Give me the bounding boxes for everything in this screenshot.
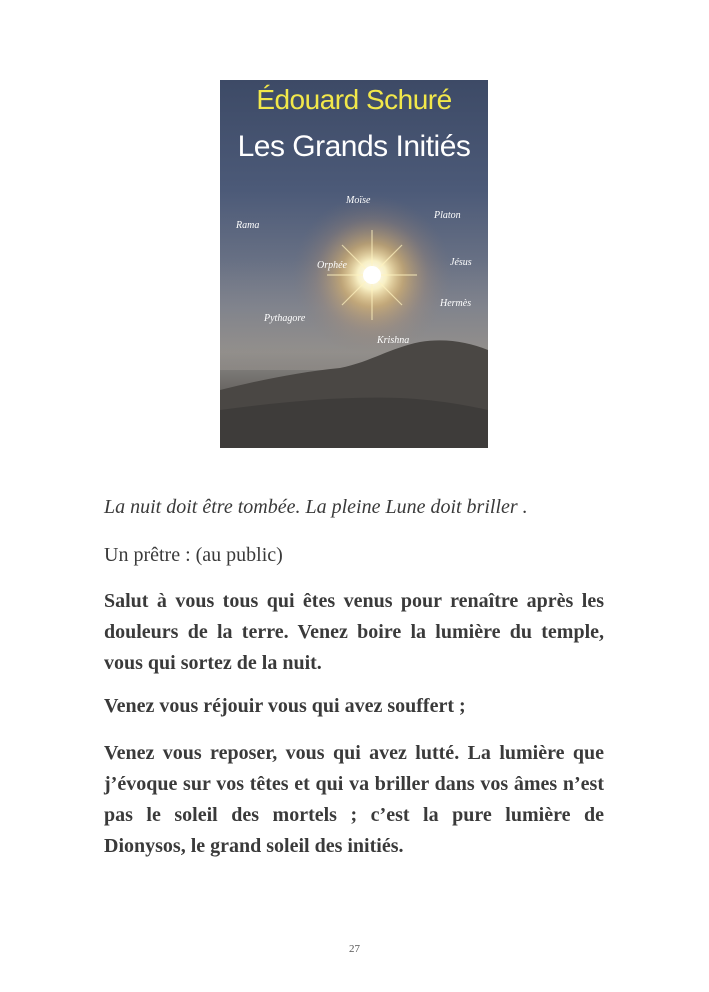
book-cover-image: [220, 80, 488, 448]
speaker-line: Un prêtre : (au public): [104, 544, 283, 566]
speech-paragraph-1: Salut à vous tous qui êtes venus pour renaître après les douleurs de la terre. Venez boire la lumière du temple, vous qui sortez de la nuit.: [104, 590, 604, 674]
speech-paragraph-3: Venez vous reposer, vous qui avez lutté. La lumière que j’évoque sur vos têtes et qui va briller dans vos âmes n’est pas le soleil des mortels ; c’est la pure lumière de Dionysos, le grand soleil des initiés.: [104, 742, 604, 857]
cover-name-hermes: Hermès: [440, 298, 472, 309]
speech-paragraph-2: Venez vous réjouir vous qui avez souffert ;: [104, 695, 466, 717]
stage-direction: La nuit doit être tombée. La pleine Lune doit briller .: [104, 496, 528, 518]
cover-name-pythagore: Pythagore: [264, 313, 306, 324]
cover-name-moise: Moïse: [346, 195, 371, 206]
cover-name-jesus: Jésus: [450, 257, 472, 268]
mountain-near: [220, 398, 488, 448]
cover-title: Les Grands Initiés: [237, 130, 471, 163]
page-number: 27: [349, 943, 360, 955]
cover-name-orphee: Orphée: [317, 260, 347, 271]
cover-author: Édouard Schuré: [256, 84, 452, 115]
sun-core: [363, 266, 381, 284]
cover-name-rama: Rama: [236, 220, 260, 231]
cover-name-platon: Platon: [434, 210, 461, 221]
cover-name-krishna: Krishna: [377, 335, 410, 346]
